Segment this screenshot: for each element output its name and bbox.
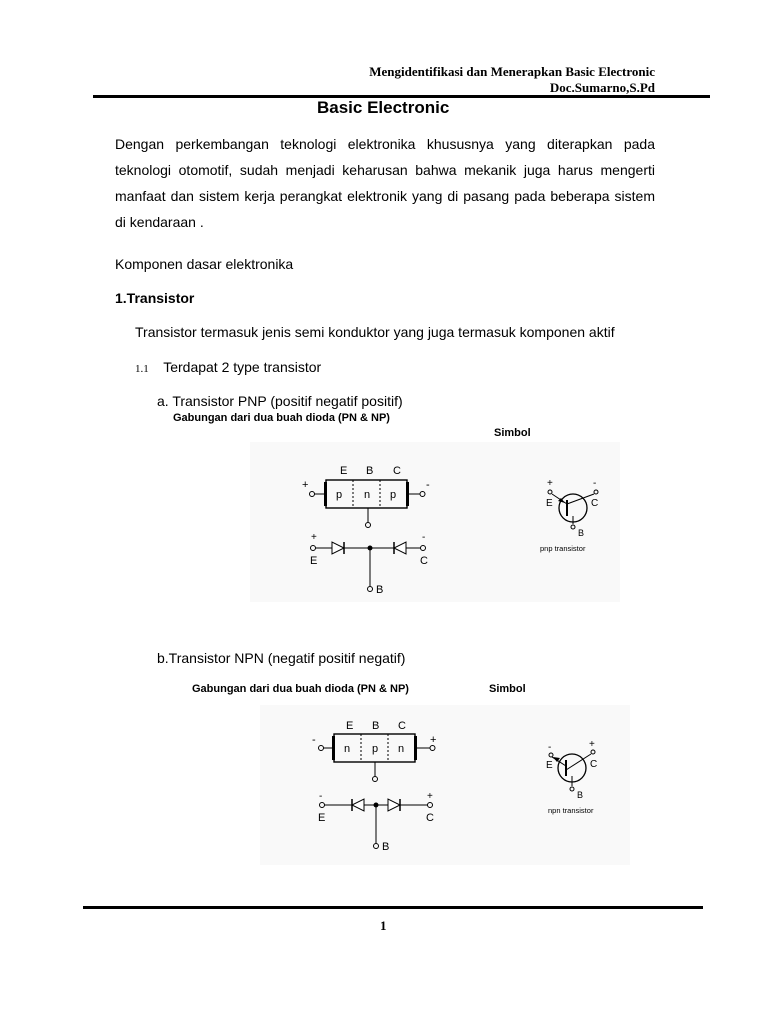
symbol-label-e: E xyxy=(546,760,553,771)
left-sign: - xyxy=(319,791,323,802)
section-description: Transistor termasuk jenis semi konduktor yang juga termasuk komponen aktif xyxy=(135,324,615,340)
left-sign: - xyxy=(312,734,316,746)
emitter-sign: + xyxy=(547,478,553,489)
right-contact xyxy=(406,482,409,506)
symbol-label-c: C xyxy=(591,498,599,509)
block-letter: n xyxy=(344,743,351,755)
block-letter: p xyxy=(390,489,397,501)
base-label: B xyxy=(376,584,384,596)
block-letter: n xyxy=(364,489,371,501)
block-letter: p xyxy=(336,489,343,501)
terminal-label-e: E xyxy=(318,812,326,824)
right-sign: - xyxy=(426,479,430,491)
terminal-label-c: C xyxy=(393,465,401,477)
footer-rule xyxy=(83,906,703,909)
diagram-background xyxy=(250,442,620,602)
pnp-structure-diagram xyxy=(250,442,620,602)
terminal-label-b: B xyxy=(366,465,374,477)
left-sign: + xyxy=(311,532,317,543)
block-letter: n xyxy=(398,743,405,755)
left-contact xyxy=(332,736,335,760)
pnp-heading: a. Transistor PNP (positif negatif positif) xyxy=(157,393,403,409)
terminal-label-c: C xyxy=(420,555,428,567)
npn-structure-diagram xyxy=(260,705,630,865)
subsection-line xyxy=(135,359,321,377)
left-contact xyxy=(324,482,327,506)
terminal-label-c: C xyxy=(398,720,406,732)
symbol-caption: pnp transistor xyxy=(540,544,586,553)
right-sign: - xyxy=(422,532,426,543)
section-heading-transistor: 1.Transistor xyxy=(115,290,195,306)
header-author: Doc.Sumarno,S.Pd xyxy=(549,80,655,95)
collector-sign: + xyxy=(589,739,595,750)
symbol-label-c: C xyxy=(590,759,598,770)
symbol-label-b: B xyxy=(578,528,585,538)
terminal-label-e: E xyxy=(340,465,348,477)
terminal-label-c: C xyxy=(426,812,434,824)
terminal-label-b: B xyxy=(372,720,380,732)
block-letter: p xyxy=(372,743,379,755)
subsection-text: Terdapat 2 type transistor xyxy=(163,359,322,375)
pnp-caption: Gabungan dari dua buah dioda (PN & NP) xyxy=(173,412,390,424)
terminal-label-e: E xyxy=(310,555,318,567)
symbol-caption: npn transistor xyxy=(548,806,594,815)
collector-sign: - xyxy=(593,478,597,489)
npn-symbol-label: Simbol xyxy=(489,683,526,695)
header-title: Mengidentifikasi dan Menerapkan Basic Electronic xyxy=(369,64,655,79)
symbol-label-e: E xyxy=(546,498,553,509)
right-sign: + xyxy=(427,791,433,802)
emitter-sign: - xyxy=(548,742,552,753)
base-label: B xyxy=(382,841,390,853)
subsection-number: 1.1 xyxy=(135,363,149,375)
pnp-symbol-label: Simbol xyxy=(494,427,531,439)
npn-caption: Gabungan dari dua buah dioda (PN & NP) xyxy=(192,683,409,695)
left-sign: + xyxy=(302,479,309,491)
page-title: Basic Electronic xyxy=(317,98,450,117)
right-contact xyxy=(414,736,417,760)
components-heading: Komponen dasar elektronika xyxy=(115,256,294,272)
terminal-label-e: E xyxy=(346,720,354,732)
npn-heading: b.Transistor NPN (negatif positif negatif) xyxy=(157,650,406,666)
symbol-label-b: B xyxy=(577,790,584,800)
intro-paragraph: Dengan perkembangan teknologi elektronika khususnya yang diterapkan pada teknologi otomotif, sudah menjadi keharusan bahwa mekanik juga harus mengerti manfaat dan sistem kerja perangkat elektronik yang di pasang pada beberapa sistem di kendaraan . xyxy=(115,136,655,230)
diagram-background xyxy=(260,705,630,865)
right-sign: + xyxy=(430,734,437,746)
running-header xyxy=(369,64,655,96)
page-number: 1 xyxy=(380,918,387,933)
